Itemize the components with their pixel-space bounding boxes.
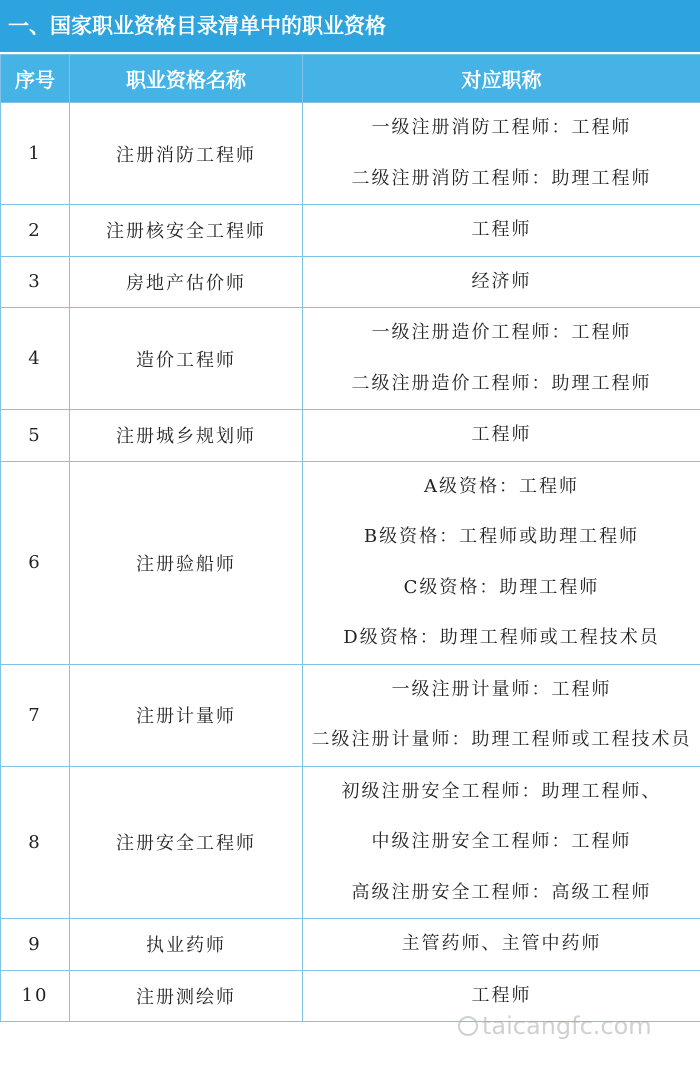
title-line: 二级注册消防工程师：助理工程师 [351,167,652,189]
title-line: 一级注册消防工程师：工程师 [371,117,632,138]
title-line: C级资格：助理工程师 [403,576,600,598]
title-line: 初级注册安全工程师：助理工程师、 [341,780,662,802]
qualification-table [0,54,700,1022]
row-number: 10 [1,970,70,1022]
qualification-name: 房地产估价师 [70,256,303,308]
table-row [1,766,700,919]
table-row [1,919,700,971]
title-line: 工程师 [471,424,532,445]
header-index: 序号 [1,55,70,103]
professional-titles [303,766,700,919]
professional-titles [303,205,700,257]
section-title: 一、国家职业资格目录清单中的职业资格 [0,0,700,52]
title-line: 一级注册计量师：工程师 [391,678,612,700]
table-row [1,410,700,462]
table-row [1,664,700,766]
table-row [1,256,700,308]
qualification-name: 注册测绘师 [70,970,303,1022]
professional-titles [303,256,700,308]
row-number: 4 [1,308,70,410]
row-number: 5 [1,410,70,462]
title-line: 主管药师、主管中药师 [401,933,602,954]
qualification-name: 造价工程师 [70,308,303,410]
professional-titles [303,664,700,766]
qualification-name: 注册城乡规划师 [70,410,303,462]
watermark [458,1012,652,1040]
professional-titles [303,410,700,462]
row-number: 9 [1,919,70,971]
watermark-text: taicangfc.com [482,1012,652,1040]
row-number: 3 [1,256,70,308]
qualification-name: 注册计量师 [70,664,303,766]
qualification-name: 注册安全工程师 [70,766,303,919]
professional-titles [303,919,700,971]
table-row [1,308,700,410]
professional-titles [303,308,700,410]
row-number: 2 [1,205,70,257]
table-header-row [1,55,700,103]
qualification-name: 注册消防工程师 [70,103,303,205]
title-line: B级资格：工程师或助理工程师 [363,526,640,547]
header-professional-title: 对应职称 [303,55,700,103]
professional-titles [303,461,700,664]
title-line: 二级注册造价工程师：助理工程师 [351,372,652,394]
table-row [1,461,700,664]
title-line: A级资格：工程师 [424,475,579,497]
header-qualification-name: 职业资格名称 [70,55,303,103]
title-line: 经济师 [471,270,532,292]
title-line: D级资格：助理工程师或工程技术员 [343,627,660,648]
row-number: 6 [1,461,70,664]
title-line: 高级注册安全工程师：高级工程师 [351,881,652,903]
title-line: 一级注册造价工程师：工程师 [371,322,632,343]
qualification-name: 执业药师 [70,919,303,971]
professional-titles [303,103,700,205]
title-line: 中级注册安全工程师：工程师 [371,831,632,852]
title-line: 二级注册计量师：助理工程师或工程技术员 [311,729,692,750]
title-line: 工程师 [471,219,532,240]
title-line: 工程师 [471,984,532,1006]
row-number: 7 [1,664,70,766]
watermark-logo-icon [458,1016,478,1036]
table-row [1,103,700,205]
qualification-name: 注册核安全工程师 [70,205,303,257]
qualification-name: 注册验船师 [70,461,303,664]
row-number: 8 [1,766,70,919]
table-row [1,205,700,257]
row-number: 1 [1,103,70,205]
